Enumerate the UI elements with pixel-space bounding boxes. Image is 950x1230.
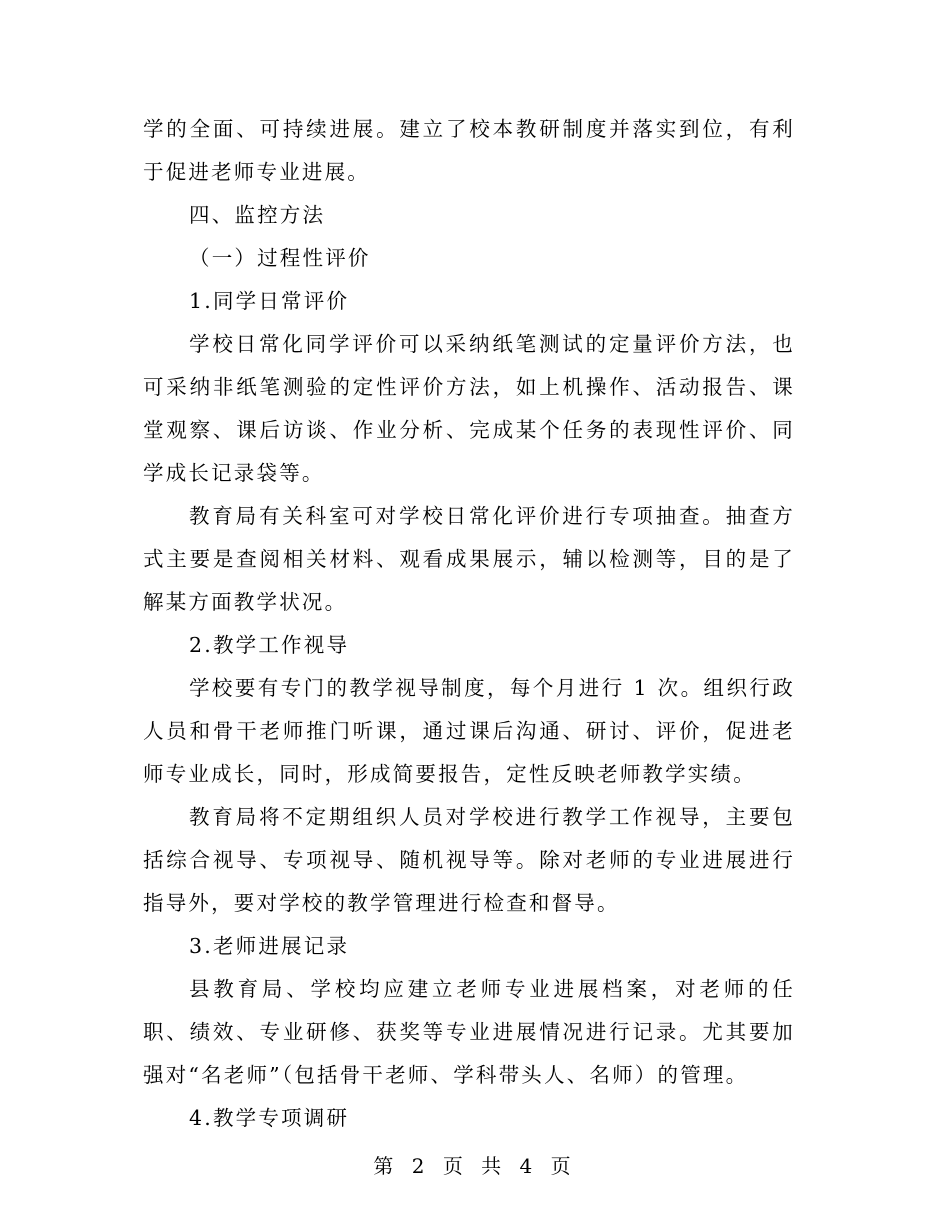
item-heading-student-daily-evaluation: 1.同学日常评价 (189, 289, 350, 313)
paragraph-continuation: 学的全面、可持续进展。建立了校本教研制度并落实到位，有利于促进老师专业进展。 (143, 117, 795, 184)
item-heading-teaching-inspection: 2.教学工作视导 (189, 633, 350, 657)
item-heading-special-research: 4.教学专项调研 (189, 1106, 350, 1130)
item-heading-teacher-progress-record: 3.老师进展记录 (189, 934, 350, 958)
paragraph-teacher-archive: 县教育局、学校均应建立老师专业进展档案，对老师的任职、绩效、专业研修、获奖等专业进展情况进行记录。尤其要加强对“名老师”（包括骨干老师、学科带头人、名师）的管理。 (143, 977, 795, 1087)
paragraph-school-inspection-system: 学校要有专门的教学视导制度，每个月进行 1 次。组织行政人员和骨干老师推门听课，通过课后沟通、研讨、评价，促进老师专业成长，同时，形成简要报告，定性反映老师教学实绩。 (143, 676, 795, 786)
section-heading-monitoring-methods: 四、监控方法 (189, 203, 326, 227)
document-body (143, 108, 795, 1140)
paragraph-daily-evaluation-methods: 学校日常化同学评价可以采纳纸笔测试的定量评价方法，也可采纳非纸笔测验的定性评价方法，如上机操作、活动报告、课堂观察、课后访谈、作业分析、完成某个任务的表现性评价、同学成长记录袋等。 (143, 332, 795, 485)
paragraph-bureau-inspection: 教育局将不定期组织人员对学校进行教学工作视导，主要包括综合视导、专项视导、随机视导等。除对老师的专业进展进行指导外，要对学校的教学管理进行检查和督导。 (143, 805, 795, 915)
page-number-footer: 第 2 页 共 4 页 (373, 1154, 577, 1178)
subsection-heading-process-evaluation: （一）过程性评价 (189, 246, 371, 270)
paragraph-bureau-spot-check: 教育局有关科室可对学校日常化评价进行专项抽查。抽查方式主要是查阅相关材料、观看成果展示，辅以检测等，目的是了解某方面教学状况。 (143, 504, 795, 614)
